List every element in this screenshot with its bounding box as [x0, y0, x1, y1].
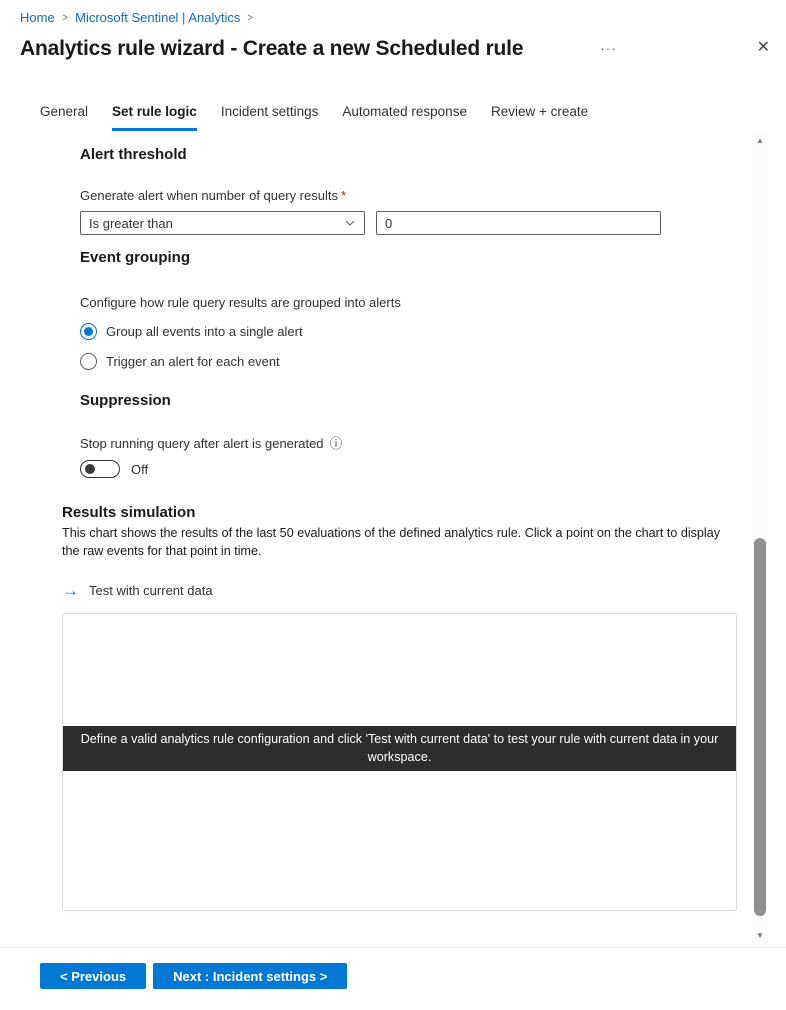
scrollbar-thumb[interactable] — [754, 538, 766, 916]
alert-threshold-label — [80, 188, 680, 203]
wizard-tabs — [40, 104, 588, 131]
event-grouping-description: Configure how rule query results are grouped into alerts — [80, 295, 401, 310]
page-title: Analytics rule wizard - Create a new Scheduled rule — [20, 37, 524, 60]
footer-divider — [0, 947, 786, 948]
suppression-toggle-state: Off — [131, 461, 149, 477]
suppression-label: Stop running query after alert is generated — [80, 436, 324, 451]
tab-incident-settings[interactable]: Incident settings — [220, 104, 319, 119]
arrow-right-icon: → — [62, 580, 79, 600]
info-icon[interactable]: ⓘ — [329, 436, 343, 451]
required-marker: * — [340, 188, 347, 203]
suppression-heading: Suppression — [80, 392, 171, 409]
radio-label: Trigger an alert for each event — [106, 354, 280, 369]
footer-actions — [40, 963, 347, 989]
test-with-current-data-button[interactable] — [62, 582, 742, 599]
tab-general[interactable]: General — [40, 104, 89, 119]
alert-operator-dropdown[interactable] — [80, 211, 365, 235]
previous-button[interactable]: < Previous — [40, 963, 146, 989]
vertical-scrollbar[interactable] — [752, 133, 768, 943]
event-grouping-section — [80, 249, 680, 370]
chevron-down-icon — [344, 217, 356, 229]
alert-threshold-section — [80, 146, 680, 235]
more-options-button[interactable]: ··· — [600, 40, 617, 56]
toggle-knob-icon — [85, 464, 95, 474]
radio-label: Group all events into a single alert — [106, 324, 303, 339]
suppression-label-row — [80, 436, 680, 451]
results-simulation-section — [62, 504, 742, 599]
test-link-label: Test with current data — [89, 582, 213, 598]
breadcrumb-home-link[interactable]: Home — [20, 10, 55, 25]
breadcrumb — [20, 10, 254, 25]
tab-set-rule-logic[interactable]: Set rule logic — [112, 104, 197, 131]
scroll-down-icon[interactable]: ▼ — [756, 931, 764, 940]
results-simulation-heading: Results simulation — [62, 504, 196, 521]
breadcrumb-separator-icon: > — [62, 11, 68, 24]
alert-operator-value: Is greater than — [89, 215, 173, 231]
suppression-toggle[interactable] — [80, 460, 120, 478]
radio-unselected-icon — [80, 353, 97, 370]
breadcrumb-sentinel-analytics-link[interactable]: Microsoft Sentinel | Analytics — [75, 10, 241, 25]
alert-threshold-label-text: Generate alert when number of query results — [80, 188, 338, 203]
next-incident-settings-button[interactable]: Next : Incident settings > — [153, 963, 347, 989]
radio-selected-icon — [80, 323, 97, 340]
chart-message-banner: Define a valid analytics rule configuration and click 'Test with current data' to test your rule with current data in your workspace. — [63, 726, 736, 771]
tab-review-create[interactable]: Review + create — [490, 104, 589, 119]
scroll-up-icon[interactable]: ▲ — [756, 136, 764, 145]
close-icon[interactable]: ✕ — [756, 39, 770, 56]
radio-group-all-events[interactable] — [80, 323, 680, 340]
radio-trigger-each-event[interactable] — [80, 353, 680, 370]
event-grouping-heading: Event grouping — [80, 249, 190, 266]
results-simulation-description: This chart shows the results of the last 50 evaluations of the defined analytics rule. Click a point on the chart to display the raw events for that point in time. — [62, 526, 721, 558]
alert-threshold-controls — [80, 211, 680, 235]
alert-threshold-input[interactable] — [376, 211, 661, 235]
results-chart-panel[interactable] — [62, 613, 737, 911]
tab-automated-response[interactable]: Automated response — [342, 104, 467, 119]
suppression-section — [80, 392, 680, 478]
breadcrumb-separator-icon: > — [248, 11, 254, 24]
suppression-toggle-row — [80, 460, 680, 478]
alert-threshold-heading: Alert threshold — [80, 146, 187, 163]
